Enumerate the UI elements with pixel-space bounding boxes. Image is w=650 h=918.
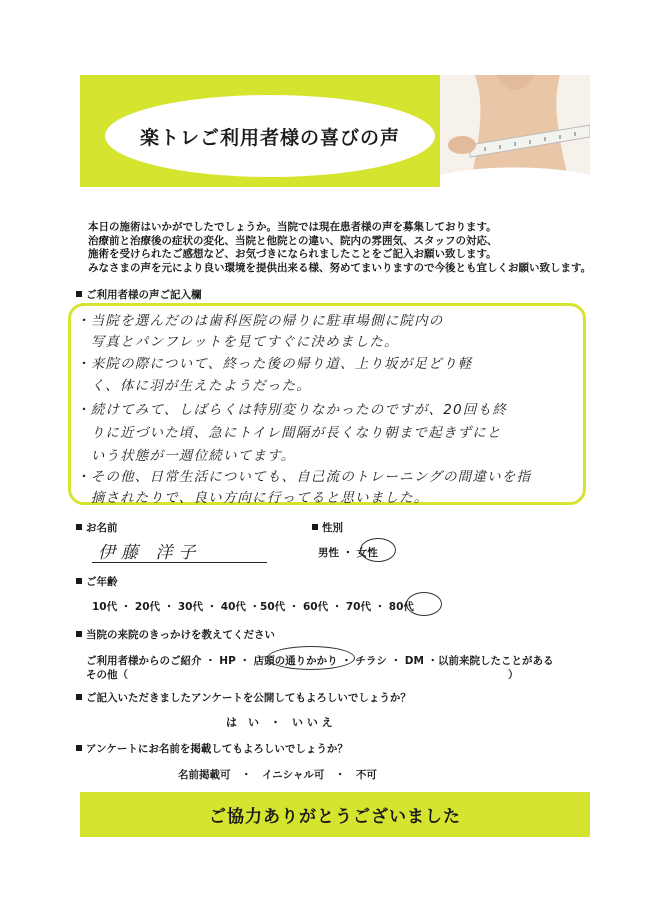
intro-text [88, 221, 592, 275]
handwritten-line: 写真とパンフレットを見てすぐに決めました。 [76, 334, 399, 350]
name-value: 伊藤 洋子 [98, 543, 202, 563]
intro-line: 本日の施術はいかがでしたでしょうか。当院では現在患者様の声を募集しております。 [88, 221, 497, 233]
reason-heading: 当院の来院のきっかけを教えてください [76, 627, 275, 642]
intro-line: 施術を受けられたご感想など、お気づきになられましたことをご記入お願い致します。 [88, 248, 497, 260]
handwritten-line: いう状態が一週位続いてます。 [76, 448, 296, 464]
intro-line: 治療前と治療後の症状の変化、当院と他院との違い、院内の雰囲気、スタッフの対応、 [88, 234, 498, 247]
name-publish-heading: アンケートにお名前を掲載してもよろしいでしょうか？ [76, 741, 348, 756]
handwritten-line: ・当院を選んだのは歯科医院の帰りに駐車場側に院内の [76, 313, 444, 329]
name-heading: お名前 [76, 520, 118, 535]
footer-banner [80, 792, 590, 837]
waist-measure-photo [440, 75, 590, 187]
gender-heading: 性別 [312, 520, 343, 535]
name-publish-options[interactable]: 名前掲載可 ・ イニシャル可 ・ 不可 [178, 769, 377, 781]
age-selected-circle [406, 592, 442, 616]
voice-heading: ご利用者様の声ご記入欄 [76, 287, 202, 302]
publish-heading: ご記入いただきましたアンケートを公開してもよろしいでしょうか？ [76, 690, 411, 705]
handwritten-line: ・来院の際について、終った後の帰り道、上り坂が足どり軽 [76, 356, 473, 372]
handwritten-line: く、体に羽が生えたようだった。 [76, 378, 311, 394]
reason-options[interactable]: ご利用者様からのご紹介 ・ HP ・ 店頭の通りかかり ・ チラシ ・ DM ・以前来院したことがある [86, 655, 554, 667]
age-options[interactable]: 10代 ・ 20代 ・ 30代 ・ 40代 ・50代 ・ 60代 ・ 70代 ・ 80代 [92, 601, 414, 613]
intro-line: みなさまの声を元により良い環境を提供出来る様、努めてまいりますので今後とも宜しくお願い致します。 [88, 261, 592, 274]
title-oval [105, 95, 435, 177]
handwritten-line: りに近づいた頃、急にトイレ間隔が長くなり朝まで起きずにと [76, 425, 502, 441]
age-heading: ご年齢 [76, 574, 118, 589]
publish-options[interactable]: は い ・ い い え [226, 716, 333, 729]
name-underline [92, 562, 267, 563]
handwritten-line: 摘されたりで、良い方向に行ってると思いました。 [76, 490, 429, 506]
page-title: 楽トレご利用者様の喜びの声 [139, 126, 400, 149]
handwritten-line: ・その他、日常生活についても、自己流のトレーニングの間違いを指 [76, 469, 532, 485]
footer-thanks: ご協力ありがとうございました [209, 807, 461, 827]
handwritten-line: ・続けてみて、しばらくは特別変りなかったのですが、20回も終 [76, 402, 507, 418]
reason-other-close: ） [508, 669, 519, 681]
gender-selected-circle [360, 538, 396, 562]
reason-other[interactable]: その他（ [86, 669, 128, 681]
gender-options[interactable]: 男性 ・ 女性 [318, 547, 378, 559]
reason-selected-circle [267, 646, 355, 670]
